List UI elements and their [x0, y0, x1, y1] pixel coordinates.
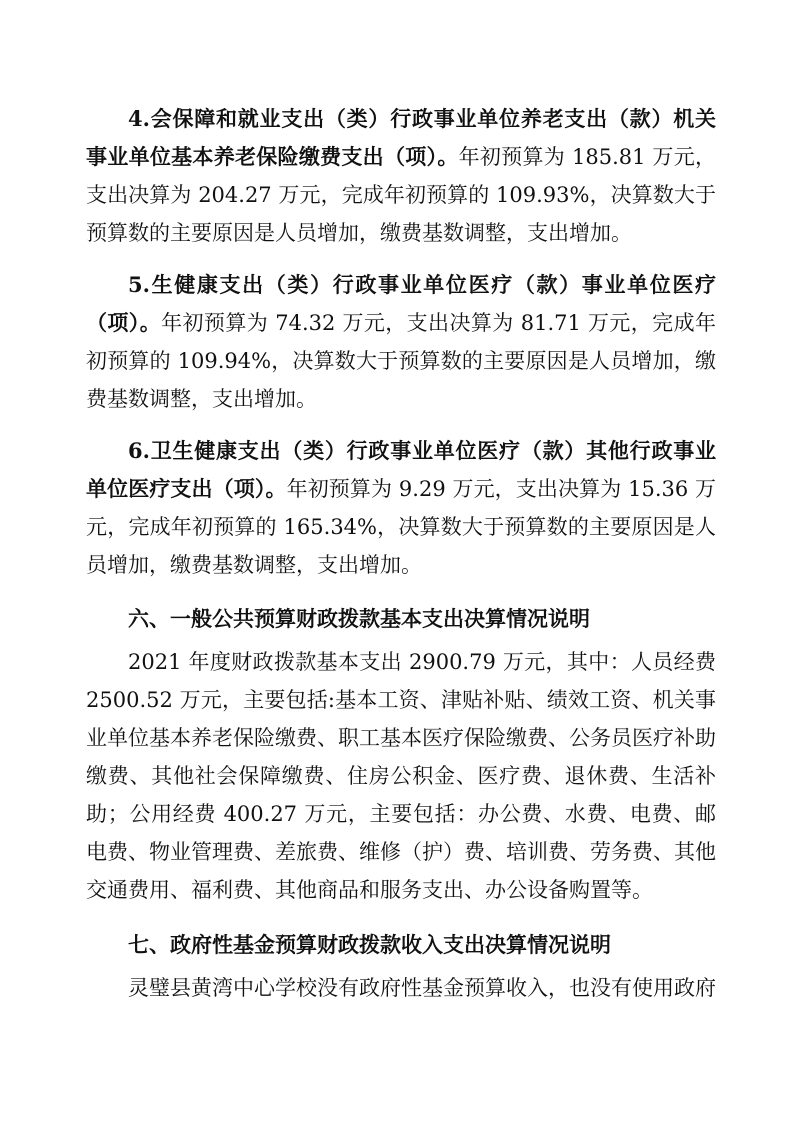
item-5-body: 年初预算为 74.32 万元，支出决算为 81.71 万元，完成年初预算的 109.94%，决算数大于预算数的主要原因是人员增加，缴费基数调整，支出增加。	[86, 311, 716, 411]
item-4-paragraph	[86, 100, 716, 252]
item-4-title: 4.会保障和就业支出（类）行政事业单位养老支出（款）机关事业单位基本养老保险缴费支出（项）。	[86, 106, 716, 169]
item-6-title: 6.卫生健康支出（类）行政事业单位医疗（款）其他行政事业单位医疗支出（项）。	[86, 438, 716, 501]
item-5-paragraph	[86, 266, 716, 418]
section-6-body: 2021 年度财政拨款基本支出 2900.79 万元，其中：人员经费 2500.52 万元，主要包括:基本工资、津贴补贴、绩效工资、机关事业单位基本养老保险缴费、职工基本医疗保险缴费、公务员医疗补助缴费、其他社会保障缴费、住房公积金、医疗费、退休费、生活补助；公用经费 400.27 万元，主要包括：办公费、水费、电费、邮电费、物业管理费、差旅费、维修（护）费、培训费、劳务费、其他交通费用、福利费、其他商品和服务支出、办公设备购置等。	[86, 650, 716, 902]
section-7-body: 灵璧县黄湾中心学校没有政府性基金预算收入，也没有使用政府	[128, 976, 716, 1000]
section-7-heading: 七、政府性基金预算财政拨款收入支出决算情况说明	[128, 933, 611, 957]
item-5-title: 5.生健康支出（类）行政事业单位医疗（款）事业单位医疗（项）。	[86, 272, 716, 335]
item-6-paragraph	[86, 432, 716, 584]
item-4-body: 年初预算为 185.81 万元，支出决算为 204.27 万元，完成年初预算的 109.93%，决算数大于预算数的主要原因是人员增加，缴费基数调整，支出增加。	[86, 145, 716, 245]
section-6-heading: 六、一般公共预算财政拨款基本支出决算情况说明	[128, 607, 590, 631]
item-6-body: 年初预算为 9.29 万元，支出决算为 15.36 万元，完成年初预算的 165.34%，决算数大于预算数的主要原因是人员增加，缴费基数调整，支出增加。	[86, 477, 717, 577]
